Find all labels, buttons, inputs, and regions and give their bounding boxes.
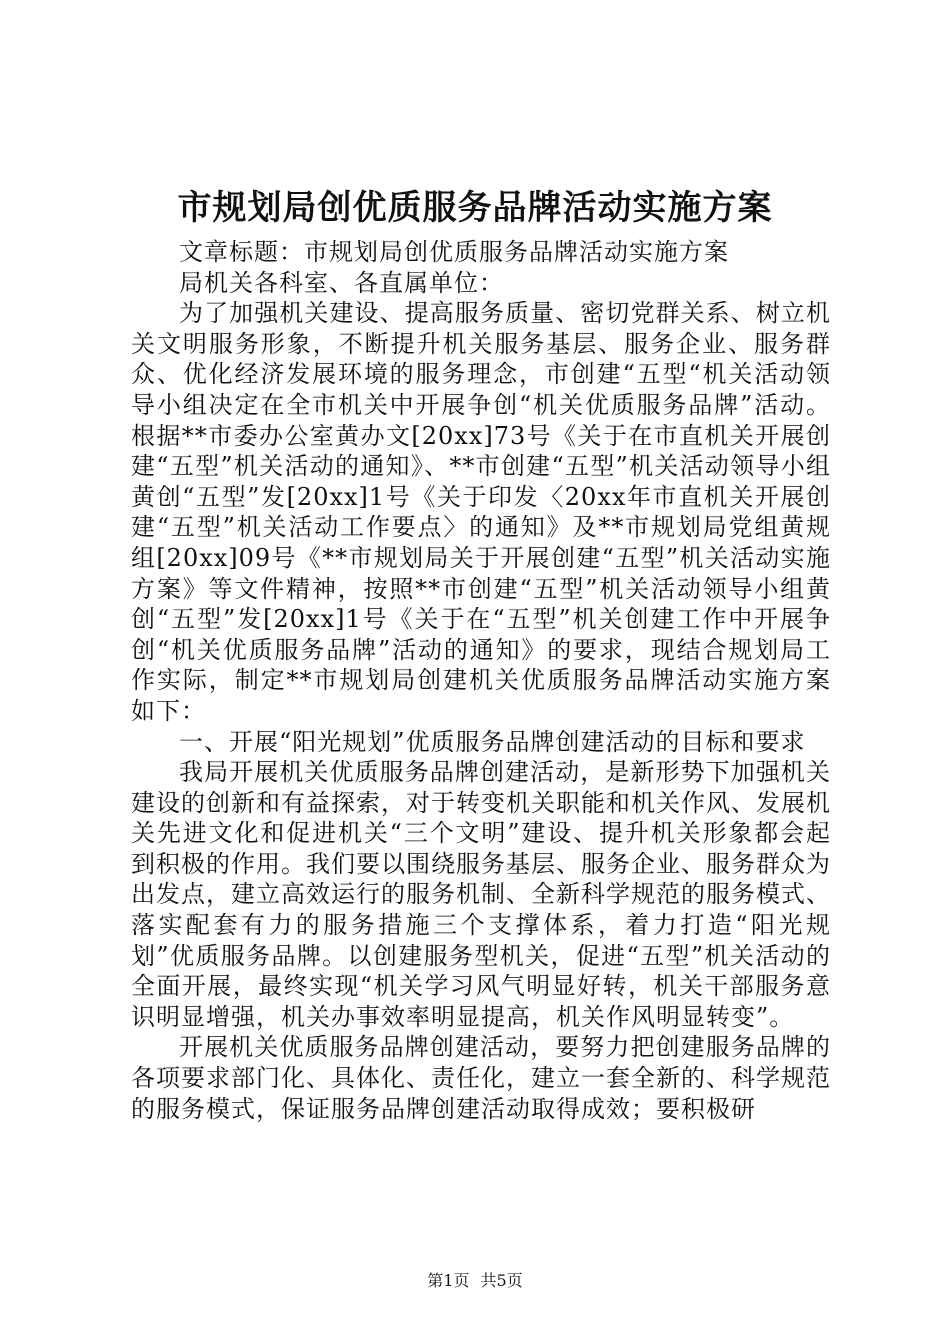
section-heading-1: 一、开展“阳光规划”优质服务品牌创建活动的目标和要求 [179,727,806,756]
paragraph-intro: 为了加强机关建设、提高服务质量、密切党群关系、树立机关文明服务形象，不断提升机关服务基层、服务企业、服务群众、优化经济发展环境的服务理念，市创建“五型“机关活动领导小组决定在全市机关中开展争创“机关优质服务品牌”活动。根据**市委办公室黄办文[20xx]73号《关于在市直机关开展创建“五型”机关活动的通知》、**市创建“五型”机关活动领导小组黄创“五型”发[20xx]1号《关于印发〈20xx年市直机关开展创建“五型”机关活动工作要点〉的通知》及**市规划局党组黄规组[20xx]09号《**市规划局关于开展创建“五型”机关活动实施方案》等文件精神，按照**市创建“五型”机关活动领导小组黄创“五型”发[20xx]1号《关于在“五型”机关创建工作中开展争创“机关优质服务品牌”活动的通知》的要求，现结合规划局工作实际，制定**市规划局创建机关优质服务品牌活动实施方案如下： [131,299,831,725]
paragraph-goals: 我局开展机关优质服务品牌创建活动，是新形势下加强机关建设的创新和有益探索，对于转变机关职能和机关作风、发展机关先进文化和促进机关“三个文明”建设、提升机关形象都会起到积极的作用。我们要以围绕服务基层、服务企业、服务群众为出发点，建立高效运行的服务机制、全新科学规范的服务模式、落实配套有力的服务措施三个支撑体系，着力打造“阳光规划”优质服务品牌。以创建服务型机关，促进“五型”机关活动的全面开展，最终实现“机关学习风气明显好转，机关干部服务意识明显增强，机关办事效率明显提高，机关作风明显转变”。 [131,758,831,1031]
page-footer [0,1271,950,1291]
document-body [131,237,831,1124]
page-total: 共5页 [480,1271,523,1290]
page-number: 第1页 [427,1271,470,1290]
article-title-line: 文章标题：市规划局创优质服务品牌活动实施方案 [179,238,729,266]
paragraph-requirements: 开展机关优质服务品牌创建活动，要努力把创建服务品牌的各项要求部门化、具体化、责任化，建立一套全新的、科学规范的服务模式，保证服务品牌创建活动取得成效；要积极研 [131,1033,831,1123]
document-title: 市规划局创优质服务品牌活动实施方案 [177,188,773,228]
salutation: 局机关各科室、各直属单位： [179,268,504,297]
